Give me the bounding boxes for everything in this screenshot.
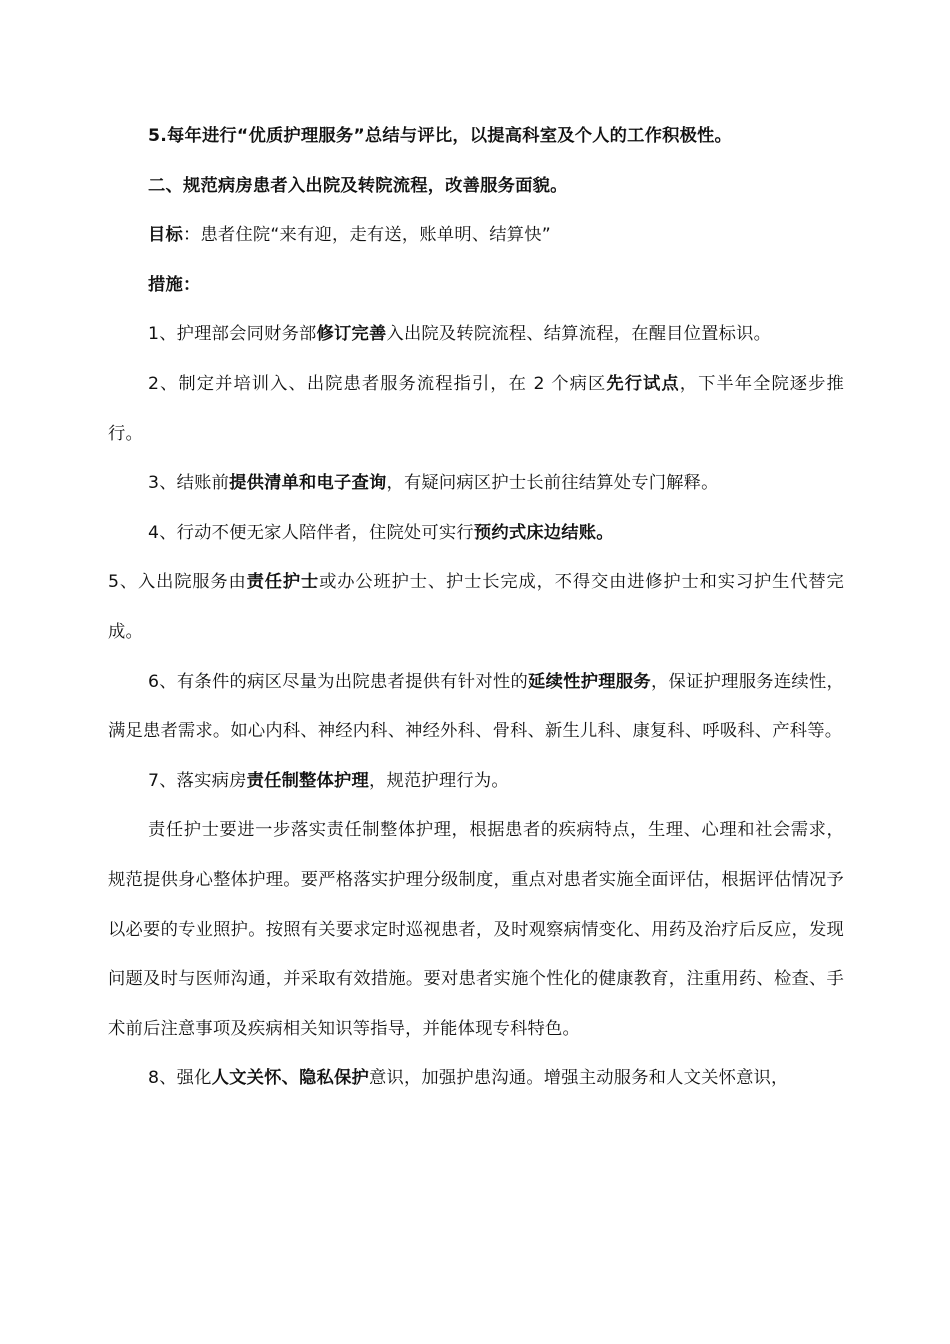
measure-emphasis: 人文关怀、隐私保护 (211, 1068, 369, 1089)
measure-emphasis: 责任制整体护理 (246, 770, 369, 791)
measure-item-6 (108, 658, 844, 757)
measure-text: 4、行动不便无家人陪伴者，住院处可实行 (148, 522, 474, 543)
measure-item-2 (108, 360, 844, 459)
measure-emphasis: 延续性护理服务 (528, 671, 651, 692)
measure-item-4 (108, 509, 844, 559)
measure-item-8 (108, 1054, 844, 1104)
measure-item-5 (108, 558, 844, 657)
measure-text: 2、制定并培训入、出院患者服务流程指引，在 2 个病区 (148, 373, 607, 394)
goal-label: 目标 (148, 225, 183, 246)
measure-item-3 (108, 459, 844, 509)
measure-emphasis: 修订完善 (316, 324, 387, 345)
paragraph-summary-evaluation (108, 112, 844, 162)
measure-emphasis: 先行试点 (606, 373, 680, 394)
measure-text: 5、入出院服务由 (108, 572, 247, 593)
measure-text: 入出院及转院流程、结算流程，在醒目位置标识。 (386, 324, 772, 345)
document-body (108, 112, 844, 1104)
measure-text: 8、强化 (148, 1068, 212, 1089)
bold-text: 5.每年进行“优质护理服务”总结与评比，以提高科室及个人的工作积极性。 (148, 126, 733, 146)
section-heading: 二、规范病房患者入出院及转院流程，改善服务面貌。 (148, 175, 568, 196)
measure-text: ，保证护理服务连续性，满足患者需求。如心内科、神经内科、神经外科、骨科、新生儿科、康复科、呼吸科、产科等。 (108, 671, 845, 742)
measure-emphasis: 责任护士 (246, 572, 320, 593)
measure-text: 3、结账前 (148, 473, 230, 494)
measure-text: 6、有条件的病区尽量为出院患者提供有针对性的 (148, 671, 529, 692)
goal-text: ：患者住院“来有迎，走有送，账单明、结算快” (182, 225, 551, 246)
paragraph-responsible-nurse (108, 806, 844, 1054)
section-heading-admission-discharge (108, 162, 844, 212)
measure-text: 7、落实病房 (148, 770, 247, 791)
paragraph-measures-label (108, 261, 844, 311)
measure-text: ，规范护理行为。 (368, 770, 509, 791)
measure-item-1 (108, 310, 844, 360)
measure-emphasis: 预约式床边结账。 (473, 522, 614, 543)
measure-emphasis: 提供清单和电子查询 (229, 473, 387, 494)
measure-text: ，有疑问病区护士长前往结算处专门解释。 (386, 473, 719, 494)
measure-text: 或办公班护士、护士长完成，不得交由进修护士和实习护生代替完成。 (108, 572, 844, 642)
paragraph-goal (108, 211, 844, 261)
body-text: 责任护士要进一步落实责任制整体护理，根据患者的疾病特点，生理、心理和社会需求，规范提供身心整体护理。要严格落实护理分级制度，重点对患者实施全面评估，根据评估情况予以必要的专业照护。按照有关要求定时巡视患者，及时观察病情变化、用药及治疗后反应，发现问题及时与医师沟通，并采取有效措施。要对患者实施个性化的健康教育，注重用药、检查、手术前后注意事项及疾病相关知识等指导，并能体现专科特色。 (108, 820, 844, 1039)
measure-text: 1、护理部会同财务部 (148, 324, 317, 345)
measure-text: ，下半年全院逐步推行。 (108, 373, 844, 444)
measures-label: 措施： (148, 274, 201, 295)
measure-item-7 (108, 757, 844, 807)
measure-text: 意识，加强护患沟通。增强主动服务和人文关怀意识， (368, 1068, 789, 1089)
